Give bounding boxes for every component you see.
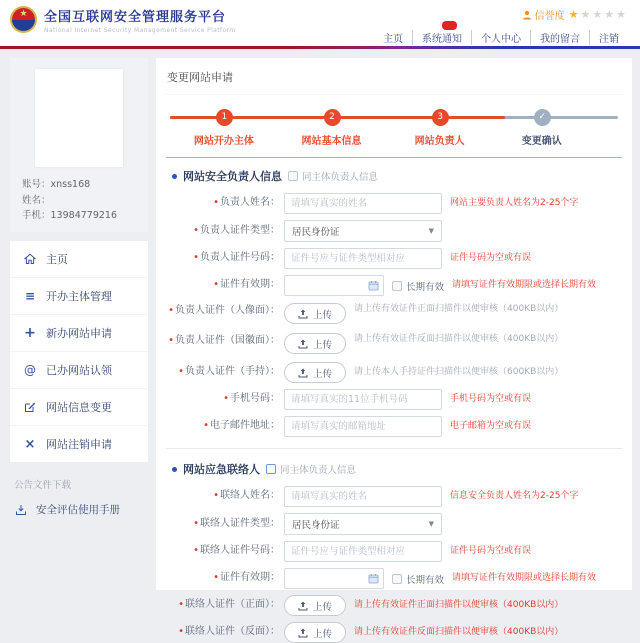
plus-icon: +: [24, 325, 36, 342]
nav-personal-center[interactable]: 个人中心: [471, 30, 530, 45]
section-security-officer: 网站安全负责人信息 同主体负责人信息: [172, 168, 624, 184]
section-bullet-icon: [172, 467, 177, 472]
step-progress: [166, 103, 622, 151]
profile-phone: 手机：13984779216: [22, 210, 118, 222]
section-bullet-icon: [172, 174, 177, 179]
form-row-contact-id-back: •联络人证件（反面）： 上传 请上传有效证件反面扫描件以便审核（400KB以内）: [164, 622, 624, 643]
chevron-down-icon: ▼: [428, 520, 434, 528]
step-2-circle[interactable]: 2: [324, 109, 341, 126]
sidebar-item-website-info-change[interactable]: 网站信息变更: [10, 388, 148, 425]
star-rating: ★★★★★: [568, 8, 628, 21]
sidebar-item-new-website-application[interactable]: + 新办网站申请: [10, 314, 148, 351]
avatar: [35, 69, 123, 167]
form-row-officer-id-validity: •证件有效期： 长期有效 请填写证件有效期限或选择长期有效: [164, 275, 624, 296]
contact-validity-hint: 请填写证件有效期限或选择长期有效: [452, 573, 597, 584]
step-1-label: 网站开办主体: [193, 136, 254, 147]
officer-longterm-checkbox[interactable]: [392, 281, 402, 291]
upload-icon: [298, 339, 308, 349]
form-row-contact-id-type: •联络人证件类型： 居民身份证 ▼: [164, 513, 624, 535]
steps-divider: [166, 157, 622, 158]
officer-email-input[interactable]: [284, 416, 442, 437]
calendar-icon: [368, 280, 379, 291]
contact-same-as-subject-checkbox[interactable]: [266, 464, 276, 474]
at-icon: @: [24, 363, 36, 378]
contact-validity-date-input[interactable]: [284, 568, 384, 589]
contact-id-number-hint: 证件号码为空或有误: [450, 546, 532, 557]
form-row-officer-id-type: •负责人证件类型： 居民身份证 ▼: [164, 220, 624, 242]
form-row-officer-phone: •手机号码： 请填写真实的11位手机号码 手机号码为空或有误: [164, 389, 624, 410]
download-icon: [14, 504, 28, 516]
logo: [10, 4, 236, 49]
profile-card: [10, 58, 148, 232]
officer-id-number-hint: 证件号码为空或有误: [450, 253, 532, 264]
officer-id-front-hint: 请上传有效证件正面扫描件以便审核（400KB以内）: [354, 304, 564, 314]
sidebar-menu: [10, 241, 148, 462]
officer-email-hint: 电子邮箱为空或有误: [450, 421, 532, 432]
step-3-circle[interactable]: 3: [432, 109, 449, 126]
upload-icon: [298, 309, 308, 319]
section-emergency-contact: 网站应急联络人 同主体负责人信息: [172, 461, 624, 477]
police-emblem-icon: ★: [10, 6, 37, 33]
officer-id-front-upload-button[interactable]: 上传: [284, 303, 346, 324]
upload-icon: [298, 601, 308, 611]
form-row-officer-id-back: •负责人证件（国徽面）： 上传 请上传有效证件反面扫描件以便审核（400KB以内）: [164, 332, 624, 354]
form-row-officer-id-handheld: •负责人证件（手持）： 上传 请上传本人手持证件扫描件以便审核（600KB以内）: [164, 362, 624, 383]
officer-id-type-select[interactable]: 居民身份证 ▼: [284, 220, 442, 242]
officer-name-input[interactable]: [284, 193, 442, 214]
main-panel: [156, 58, 632, 640]
nav-my-messages[interactable]: 我的留言: [530, 30, 589, 45]
contact-id-number-input[interactable]: [284, 541, 442, 562]
officer-id-handheld-hint: 请上传本人手持证件扫描件以便审核（600KB以内）: [354, 367, 564, 378]
form-row-contact-id-front: •联络人证件（正面）： 上传 请上传有效证件正面扫描件以便审核（400KB以内）: [164, 595, 624, 616]
sidebar-item-subject-management[interactable]: ≡ 开办主体管理: [10, 277, 148, 314]
same-as-subject-checkbox[interactable]: [288, 171, 298, 181]
notification-badge: [442, 21, 457, 30]
upload-icon: [298, 628, 308, 638]
section-divider: [166, 448, 622, 449]
contact-name-input[interactable]: [284, 486, 442, 507]
step-3-label: 网站负责人: [414, 136, 465, 147]
sidebar-item-website-cancellation[interactable]: × 网站注销申请: [10, 425, 148, 462]
contact-id-front-upload-button[interactable]: 上传: [284, 595, 346, 616]
list-icon: ≡: [24, 289, 36, 304]
form-row-officer-name: •负责人姓名： 请填写真实的姓名 网站主要负责人姓名为2-25个字: [164, 193, 624, 214]
officer-phone-input[interactable]: [284, 389, 442, 410]
officer-id-back-upload-button[interactable]: 上传: [284, 333, 346, 354]
form-row-officer-id-front: •负责人证件（人像面）： 上传 请上传有效证件正面扫描件以便审核（400KB以内）: [164, 302, 624, 324]
contact-id-back-upload-button[interactable]: 上传: [284, 622, 346, 643]
sidebar-item-claim-website[interactable]: @ 已办网站认领: [10, 351, 148, 388]
header: [0, 0, 640, 49]
nav-home[interactable]: 主页: [383, 34, 403, 45]
person-icon: [522, 10, 532, 20]
contact-name-hint: 信息安全负责人姓名为2-25个字: [450, 491, 579, 502]
officer-validity-hint: 请填写证件有效期限或选择长期有效: [452, 280, 597, 291]
security-manual-link[interactable]: 安全评估使用手册: [10, 502, 148, 517]
chevron-down-icon: ▼: [428, 227, 434, 235]
officer-phone-hint: 手机号码为空或有误: [450, 394, 532, 405]
top-nav: [374, 30, 628, 45]
sidebar: [10, 58, 148, 590]
step-4-circle[interactable]: ✓: [534, 109, 551, 126]
officer-id-number-input[interactable]: [284, 248, 442, 269]
sidebar-item-home[interactable]: 主页: [10, 241, 148, 277]
site-subtitle: National Internet Security Management Service Platform: [44, 27, 236, 34]
officer-id-back-hint: 请上传有效证件反面扫描件以便审核（400KB以内）: [354, 334, 564, 344]
form-row-officer-id-number: •负责人证件号码： 证件号应与证件类型相对应 证件号码为空或有误: [164, 248, 624, 269]
nav-system-notices[interactable]: 系统通知: [412, 30, 471, 45]
upload-icon: [298, 368, 308, 378]
header-gradient-divider: [0, 46, 640, 49]
officer-validity-date-input[interactable]: [284, 275, 384, 296]
contact-id-front-hint: 请上传有效证件正面扫描件以便审核（400KB以内）: [354, 600, 564, 611]
notice-download-header: 公告文件下载: [14, 480, 72, 492]
calendar-icon: [368, 573, 379, 584]
officer-id-handheld-upload-button[interactable]: 上传: [284, 362, 346, 383]
page-title: 变更网站申请: [164, 66, 624, 95]
form-row-contact-id-number: •联络人证件号码： 证件号应与证件类型相对应 证件号码为空或有误: [164, 541, 624, 562]
profile-account: 账号：xnss168: [22, 179, 91, 190]
contact-id-back-hint: 请上传有效证件反面扫描件以便审核（400KB以内）: [354, 627, 564, 638]
close-icon: ×: [24, 436, 36, 452]
site-title: 全国互联网安全管理服务平台: [44, 10, 227, 25]
nav-logout[interactable]: 注销: [589, 30, 628, 45]
form-row-contact-id-validity: •证件有效期： 长期有效 请填写证件有效期限或选择长期有效: [164, 568, 624, 589]
step-2-label: 网站基本信息: [301, 136, 362, 147]
step-1-circle[interactable]: 1: [216, 109, 233, 126]
profile-name: 姓名：: [22, 194, 51, 206]
contact-id-type-select[interactable]: 居民身份证 ▼: [284, 513, 442, 535]
edit-icon: [23, 401, 37, 413]
form-row-contact-name: •联络人姓名： 请填写真实的姓名 信息安全负责人姓名为2-25个字: [164, 486, 624, 507]
form-row-officer-email: •电子邮件地址： 请填写真实的邮箱地址 电子邮箱为空或有误: [164, 416, 624, 437]
credit-rating-label: 信誉度: [522, 7, 565, 22]
home-icon: [23, 253, 37, 265]
step-4-label: 变更确认: [521, 136, 562, 147]
officer-name-hint: 网站主要负责人姓名为2-25个字: [450, 198, 579, 209]
contact-longterm-checkbox[interactable]: [392, 574, 402, 584]
